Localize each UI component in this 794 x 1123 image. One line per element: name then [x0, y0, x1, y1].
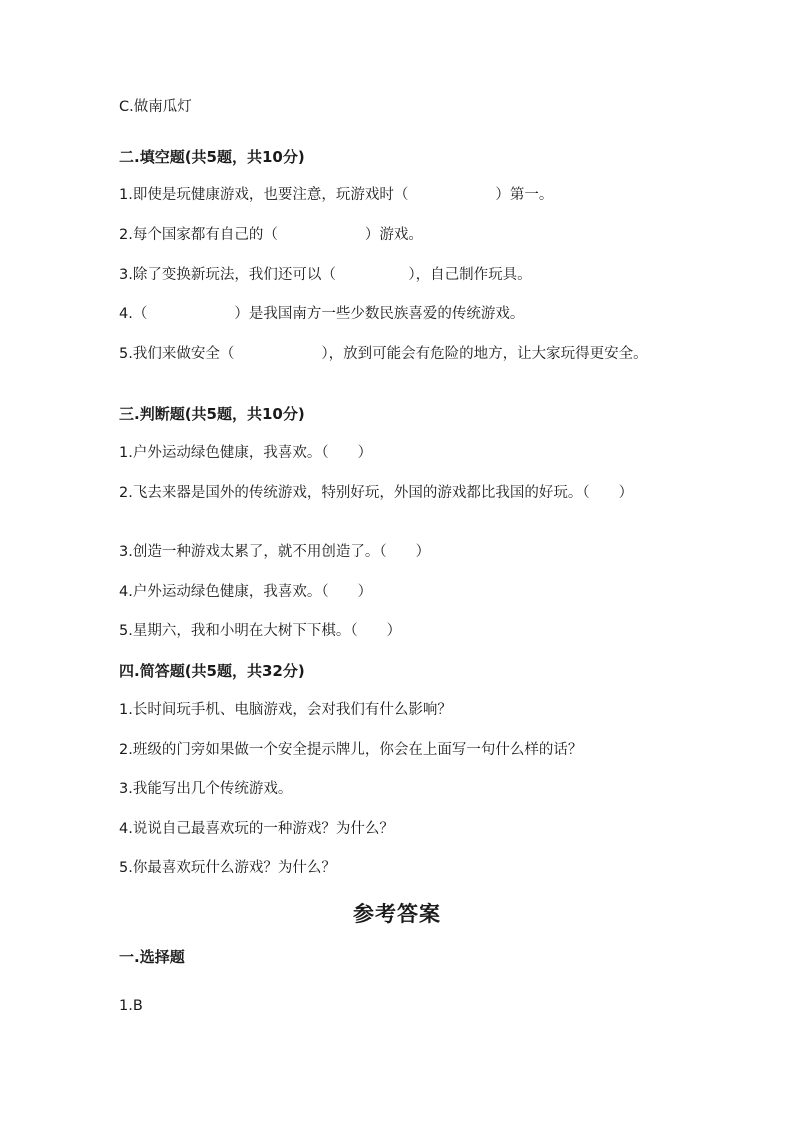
- short-answer-question-5: 5.你最喜欢玩什么游戏？为什么？: [119, 860, 336, 876]
- answer-item-1: 1.B: [119, 998, 143, 1014]
- short-answer-question-3: 3.我能写出几个传统游戏。: [119, 781, 293, 797]
- section-heading-fill-in: 二.填空题(共5题，共10分): [119, 148, 305, 166]
- fill-in-question-2: 2.每个国家都有自己的（ ）游戏。: [119, 227, 423, 243]
- short-answer-question-2: 2.班级的门旁如果做一个安全提示牌儿，你会在上面写一句什么样的话？: [119, 742, 583, 758]
- section-heading-short-answer: 四.简答题(共5题，共32分): [119, 662, 305, 680]
- true-false-question-3: 3.创造一种游戏太累了，就不用创造了。（ ）: [119, 544, 431, 560]
- answer-key-title: 参考答案: [353, 901, 441, 926]
- fill-in-question-1: 1.即使是玩健康游戏，也要注意，玩游戏时（ ）第一。: [119, 187, 554, 203]
- true-false-question-1: 1.户外运动绿色健康，我喜欢。（ ）: [119, 445, 373, 461]
- true-false-question-4: 4.户外运动绿色健康，我喜欢。（ ）: [119, 584, 373, 600]
- fill-in-question-3: 3.除了变换新玩法，我们还可以（ ），自己制作玩具。: [119, 267, 532, 283]
- choice-option-c: C.做南瓜灯: [119, 99, 192, 115]
- short-answer-question-1: 1.长时间玩手机、电脑游戏，会对我们有什么影响？: [119, 702, 452, 718]
- fill-in-question-5: 5.我们来做安全（ ），放到可能会有危险的地方，让大家玩得更安全。: [119, 346, 648, 362]
- section-heading-true-false: 三.判断题(共5题，共10分): [119, 405, 305, 423]
- true-false-question-5: 5.星期六，我和小明在大树下下棋。（ ）: [119, 623, 402, 639]
- true-false-question-2: 2.飞去来器是国外的传统游戏，特别好玩，外国的游戏都比我国的好玩。（ ）: [119, 485, 634, 501]
- answer-section-heading-choice: 一.选择题: [119, 948, 185, 966]
- short-answer-question-4: 4.说说自己最喜欢玩的一种游戏？为什么？: [119, 821, 394, 837]
- fill-in-question-4: 4.（ ）是我国南方一些少数民族喜爱的传统游戏。: [119, 306, 525, 322]
